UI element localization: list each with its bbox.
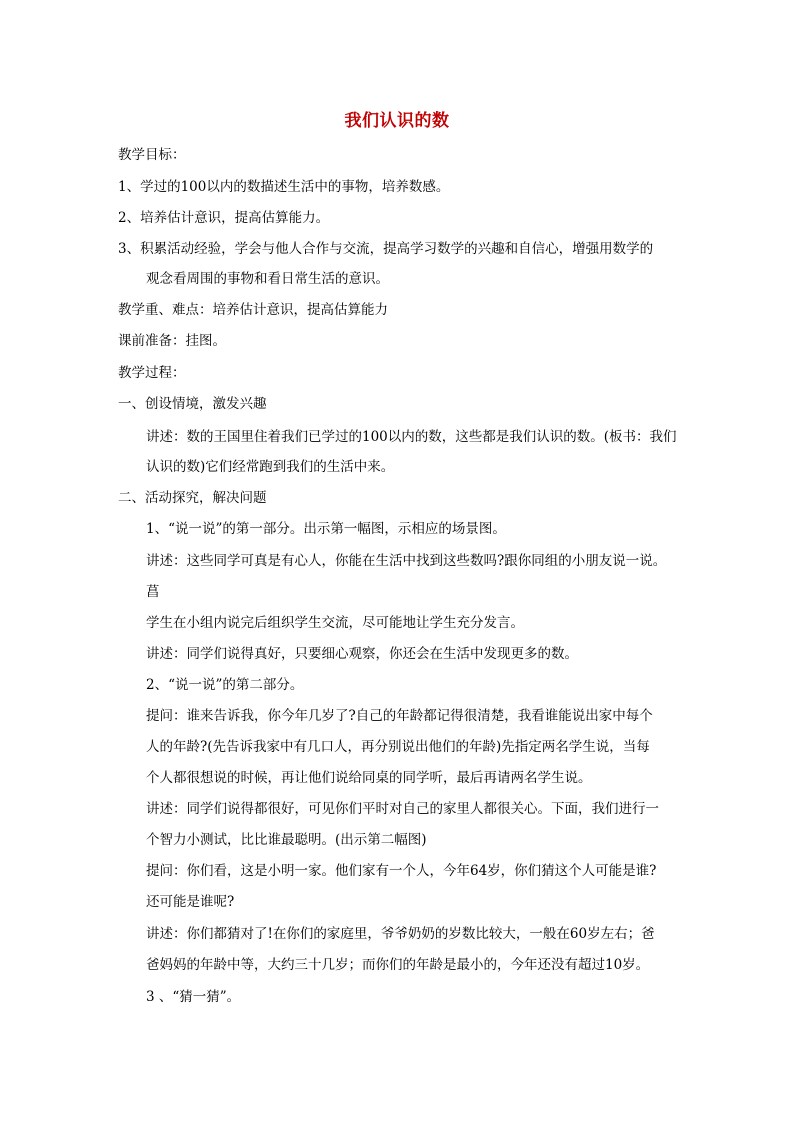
- section-heading: 一、创设情境，激发兴趣: [118, 396, 267, 412]
- text-line: 个智力小测试，比比谁最聪明。(出示第二幅图): [146, 832, 427, 848]
- text-line: 提问：谁来告诉我，你今年几岁了?自己的年龄都记得很清楚，我看谁能说出家中每个: [146, 708, 653, 724]
- text-line: 爸妈妈的年龄中等，大约三十几岁；而你们的年龄是最小的，今年还没有超过10岁。: [146, 957, 650, 973]
- text-line: 人的年龄?(先告诉我家中有几口人，再分别说出他们的年龄)先指定两名学生说，当每: [146, 739, 650, 755]
- text-line: 1、“说一说”的第一部分。出示第一幅图，示相应的场景图。: [146, 521, 506, 537]
- text-line: 个人都很想说的时候，再让他们说给同桌的同学听，最后再请两名学生说。: [146, 770, 592, 786]
- text-line: 认识的数)它们经常跑到我们的生活中来。: [146, 459, 395, 475]
- text-line: 教学目标：: [118, 147, 186, 163]
- text-line: 学生在小组内说完后组织学生交流，尽可能地让学生充分发言。: [146, 615, 524, 631]
- text-line: 提问：你们看，这是小明一家。他们家有一个人，今年64岁，你们猜这个人可能是谁?: [146, 863, 657, 879]
- text-line: 2、培养估计意识，提高估算能力。: [118, 210, 330, 226]
- text-line: 讲述：数的王国里住着我们已学过的100以内的数，这些都是我们认识的数。(板书：我们: [146, 429, 677, 445]
- document-title: 我们认识的数: [344, 111, 450, 131]
- text-line: 1、学过的100以内的数描述生活中的事物，培养数感。: [118, 179, 450, 195]
- text-line: 教学重、难点：培养估计意识，提高估算能力: [118, 302, 388, 318]
- text-line: 菖: [146, 584, 160, 600]
- text-line: 讲述：这些同学可真是有心人，你能在生活中找到这些数吗?跟你同组的小朋友说一说。: [146, 553, 667, 569]
- section-heading: 二、活动探究，解决问题: [118, 490, 267, 506]
- text-line: 讲述：你们都猜对了!在你们的家庭里，爷爷奶奶的岁数比较大，一般在60岁左右；爸: [146, 926, 655, 942]
- text-line: 还可能是谁呢?: [146, 894, 235, 910]
- text-line: 课前准备：挂图。: [118, 333, 226, 349]
- text-line: 讲述：同学们说得都很好，可见你们平时对自己的家里人都很关心。下面，我们进行一: [146, 801, 659, 817]
- text-line: 讲述：同学们说得真好，只要细心观察，你还会在生活中发现更多的数。: [146, 646, 578, 662]
- text-line: 3、积累活动经验，学会与他人合作与交流，提高学习数学的兴趣和自信心，增强用数学的: [118, 241, 654, 257]
- text-line: 观念看周围的事物和看日常生活的意识。: [146, 271, 389, 287]
- text-line: 3 、“猜一猜”。: [146, 989, 241, 1005]
- text-line: 2、“说一说”的第二部分。: [146, 677, 304, 693]
- text-line: 教学过程：: [118, 365, 186, 381]
